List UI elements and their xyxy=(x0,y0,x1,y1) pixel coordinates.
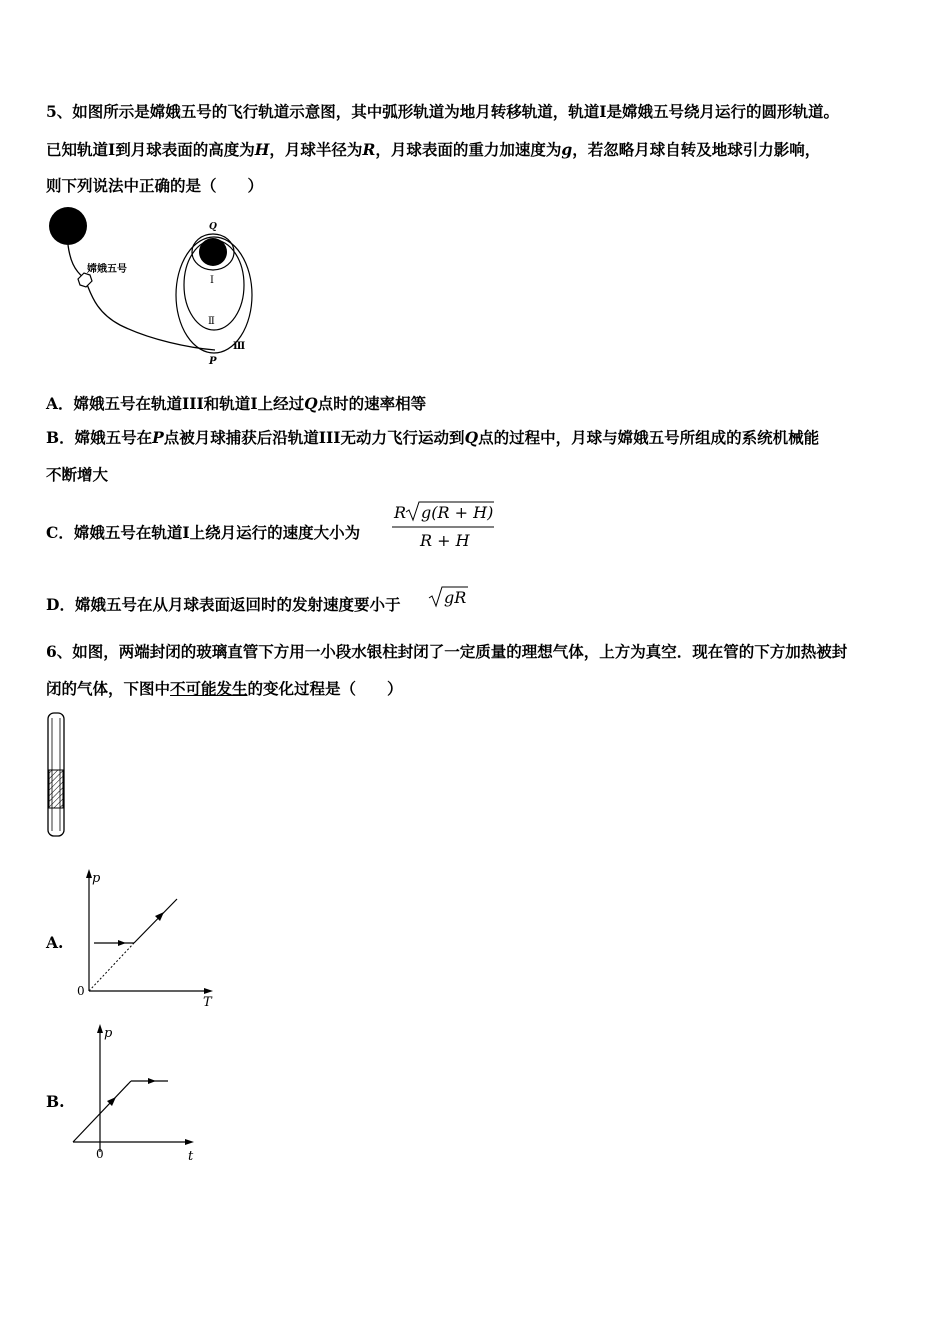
opt-text: 点被月球捕获后沿轨道 xyxy=(163,428,319,447)
opt-text: 点的过程中，月球与嫦娥五号所组成的系统机械能 xyxy=(478,428,820,447)
y-axis-arrow xyxy=(97,1024,103,1033)
opt-text: III xyxy=(182,394,204,413)
x-axis-arrow xyxy=(185,1139,194,1145)
label-orbit-1: Ⅰ xyxy=(210,275,214,286)
var-H: H xyxy=(254,140,270,159)
opt-text: 上经过 xyxy=(257,394,305,413)
transfer-orbit xyxy=(68,245,215,350)
rising-segment xyxy=(134,899,177,943)
q5-option-b-cont: 不断增大 xyxy=(46,465,109,484)
formula-d-radicand: gR xyxy=(444,588,467,607)
q6-option-b-label: B. xyxy=(46,1092,65,1111)
label-orbit-3: Ⅲ xyxy=(233,341,246,352)
var-g: g xyxy=(561,140,573,159)
q5-option-b xyxy=(46,428,819,448)
origin-label: 0 xyxy=(96,1147,104,1161)
opt-text: 和轨道 xyxy=(203,394,251,413)
moon-disc xyxy=(199,238,227,266)
var-Q: Q xyxy=(464,428,479,447)
probe-label: 嫦娥五号 xyxy=(87,264,127,275)
x-axis-label: T xyxy=(203,995,212,1010)
q5-line2 xyxy=(46,140,820,160)
q5-text: ，月球半径为 xyxy=(269,140,363,159)
x-axis-arrow xyxy=(204,988,213,994)
opt-text: I xyxy=(250,394,258,413)
graph-b xyxy=(66,1020,216,1170)
formula-c xyxy=(390,496,500,556)
q5-option-d: D．嫦娥五号在从月球表面返回时的发射速度要小于 xyxy=(46,595,401,614)
y-axis-label: p xyxy=(92,871,101,886)
earth-disc xyxy=(49,207,87,245)
label-P: P xyxy=(209,356,217,367)
opt-text: C．嫦娥五号在轨道 xyxy=(46,523,183,542)
q5-text: 已知轨道Ⅰ到月球表面的高度为 xyxy=(46,140,255,159)
dotted-line xyxy=(89,943,134,991)
label-Q: Q xyxy=(209,222,217,232)
q6-line2 xyxy=(46,679,403,699)
var-R: R xyxy=(362,140,376,159)
formula-c-R: R xyxy=(394,503,407,522)
orbit-figure xyxy=(40,200,270,370)
x-axis-label: t xyxy=(188,1149,194,1164)
q6-underlined: 不可能发生 xyxy=(170,679,248,698)
arrow-head xyxy=(148,1078,156,1084)
var-Q: Q xyxy=(304,394,318,413)
opt-text: 无动力飞行运动到 xyxy=(340,428,465,447)
q5-option-c xyxy=(46,523,360,543)
opt-text: 上绕月运行的速度大小为 xyxy=(189,523,361,542)
rising-segment xyxy=(73,1081,131,1142)
q5-line3: 则下列说法中正确的是（ ） xyxy=(46,176,264,195)
opt-text: B．嫦娥五号在 xyxy=(46,428,153,447)
var-P: P xyxy=(152,428,164,447)
opt-text: A．嫦娥五号在轨道 xyxy=(46,394,183,413)
q6-option-a-label: A. xyxy=(46,933,64,952)
q6-line1: 6、如图，两端封闭的玻璃直管下方用一小段水银柱封闭了一定质量的理想气体，上方为真空．现在管的下方加热被封 xyxy=(46,642,848,661)
formula-d xyxy=(428,582,478,610)
label-orbit-2: Ⅱ xyxy=(208,316,215,327)
mercury-column xyxy=(49,770,63,808)
formula-c-denominator: R + H xyxy=(420,531,470,550)
q5-text: ，若忽略月球自转及地球引力影响， xyxy=(572,140,821,159)
origin-label: 0 xyxy=(77,984,85,998)
formula-c-radicand: g(R + H) xyxy=(421,503,494,522)
opt-text: 点时的速率相等 xyxy=(317,394,427,413)
q5-option-a xyxy=(46,394,426,414)
arrow-head xyxy=(118,940,126,946)
y-axis-label: p xyxy=(104,1026,113,1041)
glass-tube xyxy=(44,710,70,840)
q5-line1: 5、如图所示是嫦娥五号的飞行轨道示意图，其中弧形轨道为地月转移轨道，轨道Ⅰ是嫦娥五号绕月运行的圆形轨道。 xyxy=(46,102,840,121)
q6-text: 的变化过程是（ ） xyxy=(247,679,403,698)
opt-text: I xyxy=(182,523,190,542)
graph-a xyxy=(70,866,220,1011)
q6-text: 闭的气体，下图中 xyxy=(46,679,171,698)
opt-text: III xyxy=(318,428,341,447)
q5-text: ，月球表面的重力加速度为 xyxy=(375,140,562,159)
